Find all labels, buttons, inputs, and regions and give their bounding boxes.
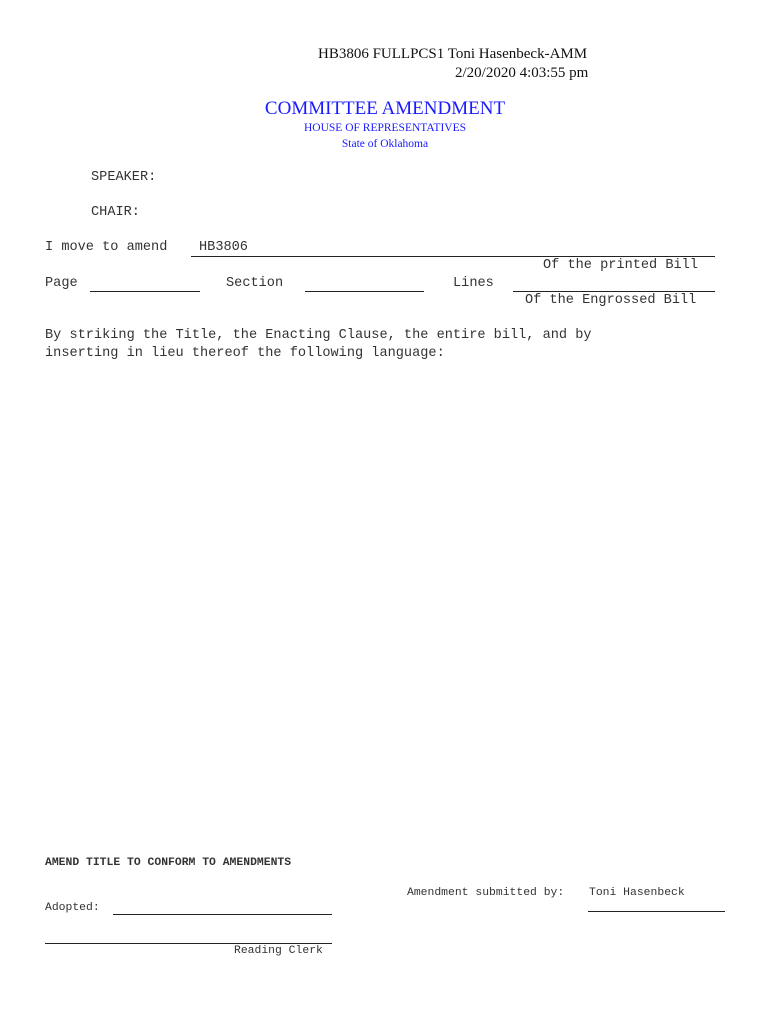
move-to-amend-label: I move to amend (45, 240, 168, 255)
bill-number: HB3806 (199, 240, 248, 255)
section-label: Section (226, 276, 284, 291)
body-text-line-2: inserting in lieu thereof the following language: (45, 346, 445, 361)
timestamp: 2/20/2020 4:03:55 pm (455, 65, 589, 81)
bill-number-underline (191, 256, 715, 257)
page-label: Page (45, 276, 78, 291)
house-subtitle: HOUSE OF REPRESENTATIVES (303, 122, 466, 134)
reading-clerk-label: Reading Clerk (234, 945, 323, 957)
body-text-line-1: By striking the Title, the Enacting Clause, the entire bill, and by (45, 328, 592, 343)
adopted-signature-line (113, 914, 332, 915)
page-blank (90, 291, 200, 292)
amend-title-heading: AMEND TITLE TO CONFORM TO AMENDMENTS (45, 857, 292, 869)
document-reference: HB3806 FULLPCS1 Toni Hasenbeck-AMM (318, 46, 588, 62)
section-blank (305, 291, 424, 292)
engrossed-bill-label: Of the Engrossed Bill (525, 293, 697, 308)
page-title: COMMITTEE AMENDMENT (264, 98, 506, 119)
submitted-by-label: Amendment submitted by: (407, 887, 565, 899)
submitted-signature-line (588, 911, 725, 912)
printed-bill-label: Of the printed Bill (543, 258, 698, 273)
lines-label: Lines (453, 276, 494, 291)
chair-label: CHAIR: (91, 205, 140, 220)
submitted-by-name: Toni Hasenbeck (589, 887, 685, 899)
state-subtitle: State of Oklahoma (341, 138, 429, 150)
speaker-label: SPEAKER: (91, 170, 157, 185)
adopted-label: Adopted: (45, 902, 100, 914)
lines-blank (513, 291, 715, 292)
reading-clerk-signature-line (45, 943, 332, 944)
